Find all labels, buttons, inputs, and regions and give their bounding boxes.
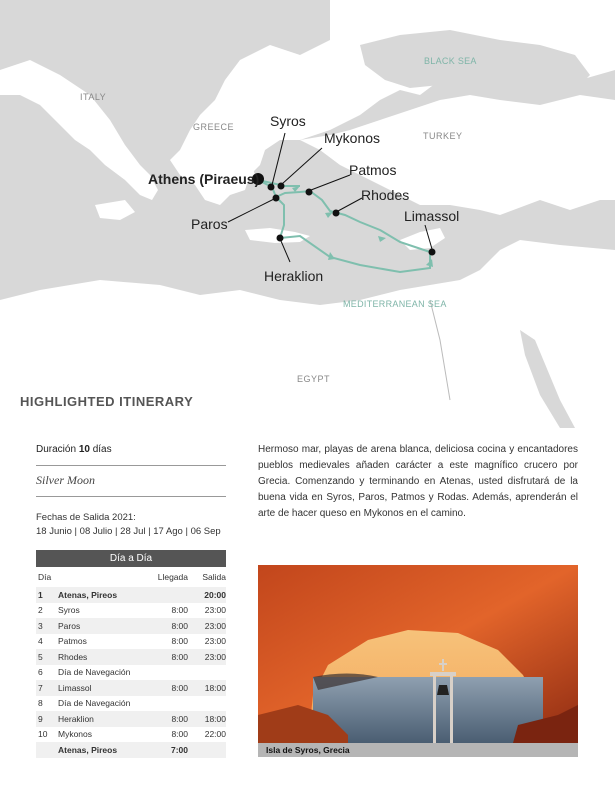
row-departure: 22:00	[204, 729, 226, 740]
table-header	[36, 567, 226, 587]
row-day: 3	[38, 620, 43, 631]
departure-dates: 18 Junio | 08 Julio | 28 Jul | 17 Ago | 06 Sep	[36, 526, 221, 537]
duration-label: Duración	[36, 444, 77, 455]
row-port: Limassol	[58, 682, 92, 693]
row-port: Rhodes	[58, 651, 88, 662]
port-heraklion: Heraklion	[264, 268, 324, 284]
row-day: 10	[38, 729, 48, 740]
duration	[36, 444, 226, 455]
row-departure: 18:00	[204, 713, 226, 724]
row-day: 6	[38, 667, 43, 678]
row-port: Patmos	[58, 636, 87, 647]
description: Hermoso mar, playas de arena blanca, deliciosa cocina y encantadores pueblos medievales añaden carácter a este magnífico crucero por Grecia. Comenzando y terminando en Atenas, usted disfrutará de la buena vida en Syros, Paros, Patmos y Rodas. Además, aprenderán el arte de hacer queso en Mykonos en el camino.	[258, 444, 578, 519]
row-day: 7	[38, 682, 43, 693]
trip-info	[36, 444, 226, 537]
row-arrival: 8:00	[171, 713, 188, 724]
row-departure: 23:00	[204, 636, 226, 647]
table-row	[36, 727, 226, 743]
port-patmos: Patmos	[349, 162, 397, 178]
table-row	[36, 649, 226, 665]
syros-photo	[258, 565, 578, 743]
row-port: Día de Navegación	[58, 667, 131, 678]
row-port: Syros	[58, 605, 80, 616]
port-athens: Athens (Piraeus)	[148, 171, 260, 187]
label-egypt: EGYPT	[297, 374, 331, 384]
row-departure: 20:00	[204, 589, 226, 600]
row-departure: 18:00	[204, 682, 226, 693]
itinerary-table	[36, 550, 226, 758]
row-port: Atenas, Pireos	[58, 744, 118, 755]
row-day: 4	[38, 636, 43, 647]
duration-value: 10	[78, 444, 90, 455]
duration-unit: días	[92, 444, 112, 455]
row-day: 2	[38, 605, 43, 616]
table-body	[36, 587, 226, 758]
divider	[36, 496, 226, 497]
label-turkey: TURKEY	[423, 131, 463, 141]
label-black-sea: BLACK SEA	[424, 56, 477, 66]
row-port: Mykonos	[58, 729, 93, 740]
row-port: Día de Navegación	[58, 698, 131, 709]
table-row	[36, 742, 226, 758]
row-departure: 23:00	[204, 605, 226, 616]
col-salida: Salida	[202, 572, 226, 582]
row-day: 8	[38, 698, 43, 709]
table-row	[36, 603, 226, 619]
row-day: 9	[38, 713, 43, 724]
label-italy: ITALY	[80, 92, 107, 102]
row-arrival: 8:00	[171, 682, 188, 693]
row-day: 5	[38, 651, 43, 662]
itinerary-title: HIGHLIGHTED ITINERARY	[20, 394, 194, 409]
row-port: Paros	[58, 620, 81, 631]
row-arrival: 7:00	[170, 744, 188, 755]
row-arrival: 8:00	[171, 605, 188, 616]
row-arrival: 8:00	[171, 651, 188, 662]
row-departure: 23:00	[204, 651, 226, 662]
table-title: Día a Día	[36, 550, 226, 567]
table-row	[36, 680, 226, 696]
table-row	[36, 618, 226, 634]
label-greece: GREECE	[193, 122, 235, 132]
row-port: Atenas, Pireos	[58, 589, 118, 600]
table-row	[36, 665, 226, 681]
table-row	[36, 634, 226, 650]
row-arrival: 8:00	[171, 729, 188, 740]
table-row	[36, 696, 226, 712]
label-mediterranean-sea: MEDITERRANEAN SEA	[343, 299, 447, 309]
table-row	[36, 587, 226, 603]
col-llegada: Llegada	[157, 572, 188, 582]
dates-label: Fechas de Salida 2021:	[36, 512, 136, 523]
row-arrival: 8:00	[171, 636, 188, 647]
port-mykonos: Mykonos	[324, 130, 381, 146]
col-dia: Día	[38, 572, 52, 582]
row-port: Heraklion	[58, 713, 94, 724]
port-paros: Paros	[191, 216, 228, 232]
row-arrival: 8:00	[171, 620, 188, 631]
row-day: 1	[38, 589, 43, 600]
ship-name: Silver Moon	[36, 473, 95, 487]
port-limassol: Limassol	[404, 208, 460, 224]
photo-caption: Isla de Syros, Grecia	[258, 743, 578, 757]
sea-cave-image	[258, 565, 578, 743]
port-syros: Syros	[270, 113, 306, 129]
row-departure: 23:00	[204, 620, 226, 631]
table-row	[36, 711, 226, 727]
port-rhodes: Rhodes	[361, 187, 410, 203]
